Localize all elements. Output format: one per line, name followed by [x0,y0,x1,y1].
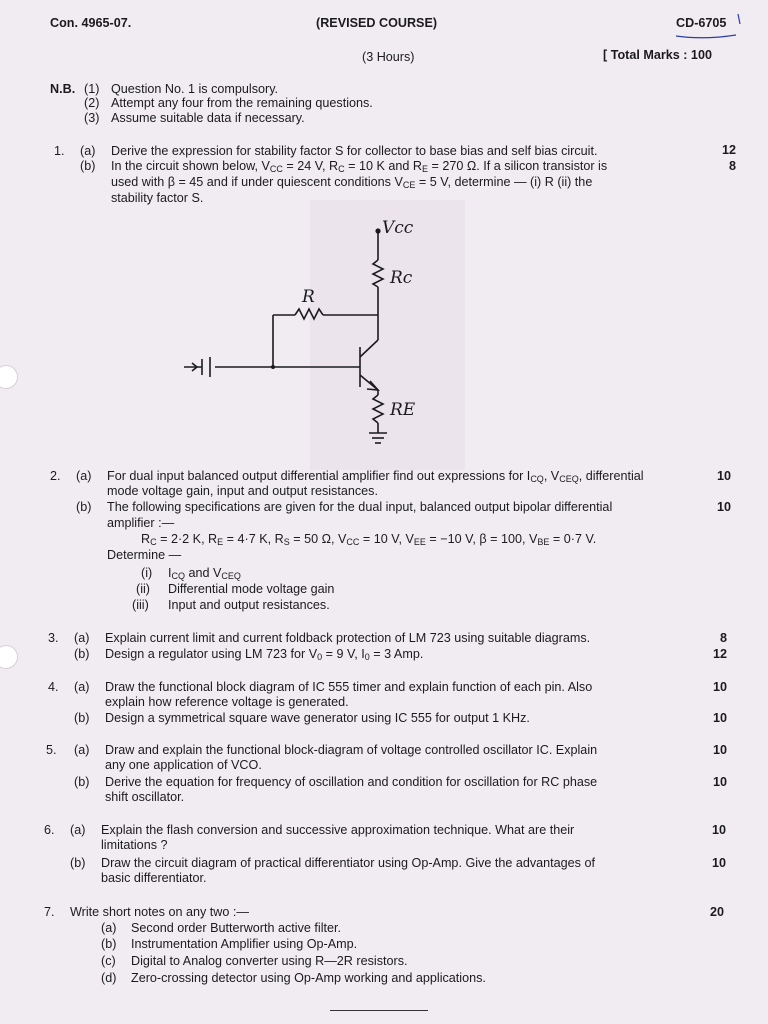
part-label: (d) [101,971,117,985]
part-label: (a) [74,743,90,757]
note-item: Zero-crossing detector using Op-Amp working and applications. [131,971,486,985]
marks: 10 [712,775,727,789]
question-text: any one application of VCO. [105,758,262,772]
part-label: (b) [76,500,92,514]
part-label: (a) [76,469,92,483]
paper-id: CD-6705 [676,16,727,30]
question-text: Design a symmetrical square wave generator using IC 555 for output 1 KHz. [105,711,530,725]
handwritten-underline [674,10,744,40]
sub-num: (iii) [132,598,149,612]
question-text: The following specifications are given for the dual input, balanced output bipolar differential [107,500,613,514]
specifications: $R_C = 2\cdot 2$ K, $R_E = 4\cdot 7$ K, $R_S = 50$ Ω, $V_{CC} = 10$ V, $V_{EE} = -10$ V, β = 100, $V_{BE} = 0\cdot 7$ V. [141,532,597,547]
question-text: Draw the circuit diagram of practical differentiator using Op-Amp. Give the advantages of [101,856,595,870]
marks: 10 [711,823,726,837]
nb-num: (2) [84,96,100,110]
sub-num: (i) [141,566,153,580]
question-text: mode voltage gain, input and output resistances. [107,484,378,498]
part-label: (a) [101,921,117,935]
note-item: Instrumentation Amplifier using Op-Amp. [131,937,358,951]
question-text: limitations ? [101,838,168,852]
marks: 12 [721,143,736,157]
nb-item: Assume suitable data if necessary. [111,111,305,125]
question-number: 6. [44,823,55,837]
question-text: amplifier :— [107,516,175,530]
end-rule [330,1010,428,1011]
note-item: Digital to Analog converter using R—2R resistors. [131,954,408,968]
r-label: R [302,287,315,307]
question-text: shift oscillator. [105,790,185,804]
nb-num: (3) [84,111,100,125]
part-label: (b) [74,647,90,661]
question-text: basic differentiator. [101,871,207,885]
punch-hole [0,645,18,669]
nb-num: (1) [84,82,100,96]
question-text: Design a regulator using LM 723 for $V_0 = 9$ V, $I_0 = 3$ Amp. [105,647,424,662]
question-text: used with β = 45 and if under quiescent conditions $V_{CE} = 5$ V, determine — (i) R (ii) the [111,175,593,190]
question-number: 1. [54,144,65,158]
marks: 10 [712,743,727,757]
part-label: (b) [74,775,90,789]
question-text: explain how reference voltage is generated. [105,695,349,709]
question-text: In the circuit shown below, $V_{CC} = 24$ V, $R_C = 10$ K and $R_E = 270$ Ω. If a silicon transistor is [111,159,608,174]
marks: 10 [716,500,731,514]
rc-label: Rc [390,268,413,288]
marks: 10 [711,856,726,870]
sub-text: Input and output resistances. [168,598,330,612]
question-text: Explain the flash conversion and successive approximation technique. What are their [101,823,575,837]
question-number: 5. [46,743,57,757]
determine-label: Determine — [107,548,182,562]
punch-hole [0,365,18,389]
question-text: stability factor S. [111,191,204,205]
bias-circuit-diagram [170,205,430,455]
nb-item: Question No. 1 is compulsory. [111,82,279,96]
part-label: (a) [80,144,96,158]
question-text: Draw and explain the functional block-diagram of voltage controlled oscillator IC. Explain [105,743,598,757]
question-number: 3. [48,631,59,645]
marks: 12 [712,647,727,661]
part-label: (a) [74,680,90,694]
note-item: Second order Butterworth active filter. [131,921,341,935]
question-text: Derive the equation for frequency of oscillation and condition for oscillation for RC phase [105,775,598,789]
sub-text: $I_{CQ}$ and $V_{CEQ}$ [168,566,241,581]
question-number: 7. [44,905,55,919]
marks: 10 [716,469,731,483]
nb-item: Attempt any four from the remaining questions. [111,96,373,110]
sub-num: (ii) [136,582,150,596]
part-label: (a) [70,823,86,837]
part-label: (b) [74,711,90,725]
re-label: RE [390,400,416,420]
part-label: (c) [101,954,116,968]
part-label: (b) [101,937,117,951]
course-title: (REVISED COURSE) [316,16,438,30]
question-text: Derive the expression for stability factor S for collector to base bias and self bias circuit. [111,144,598,158]
marks: 8 [728,159,736,173]
paper-code: Con. 4965-07. [50,16,132,30]
question-text: For dual input balanced output differential amplifier find out expressions for $I_{CQ}$, $V_{CEQ}$, differential [107,469,644,484]
vcc-label: Vcc [382,218,414,238]
sub-text: Differential mode voltage gain [168,582,335,596]
question-text: Draw the functional block diagram of IC 555 timer and explain function of each pin. Also [105,680,593,694]
marks: 10 [712,711,727,725]
question-number: 2. [50,469,61,483]
question-number: 4. [48,680,59,694]
duration: (3 Hours) [362,50,415,64]
question-text: Write short notes on any two :— [70,905,249,919]
question-text: Explain current limit and current foldback protection of LM 723 using suitable diagrams. [105,631,591,645]
nb-label: N.B. [50,82,76,96]
part-label: (a) [74,631,90,645]
marks: 10 [712,680,727,694]
part-label: (b) [70,856,86,870]
marks: 20 [709,905,724,919]
total-marks: [ Total Marks : 100 [603,48,712,62]
part-label: (b) [80,159,96,173]
marks: 8 [719,631,727,645]
